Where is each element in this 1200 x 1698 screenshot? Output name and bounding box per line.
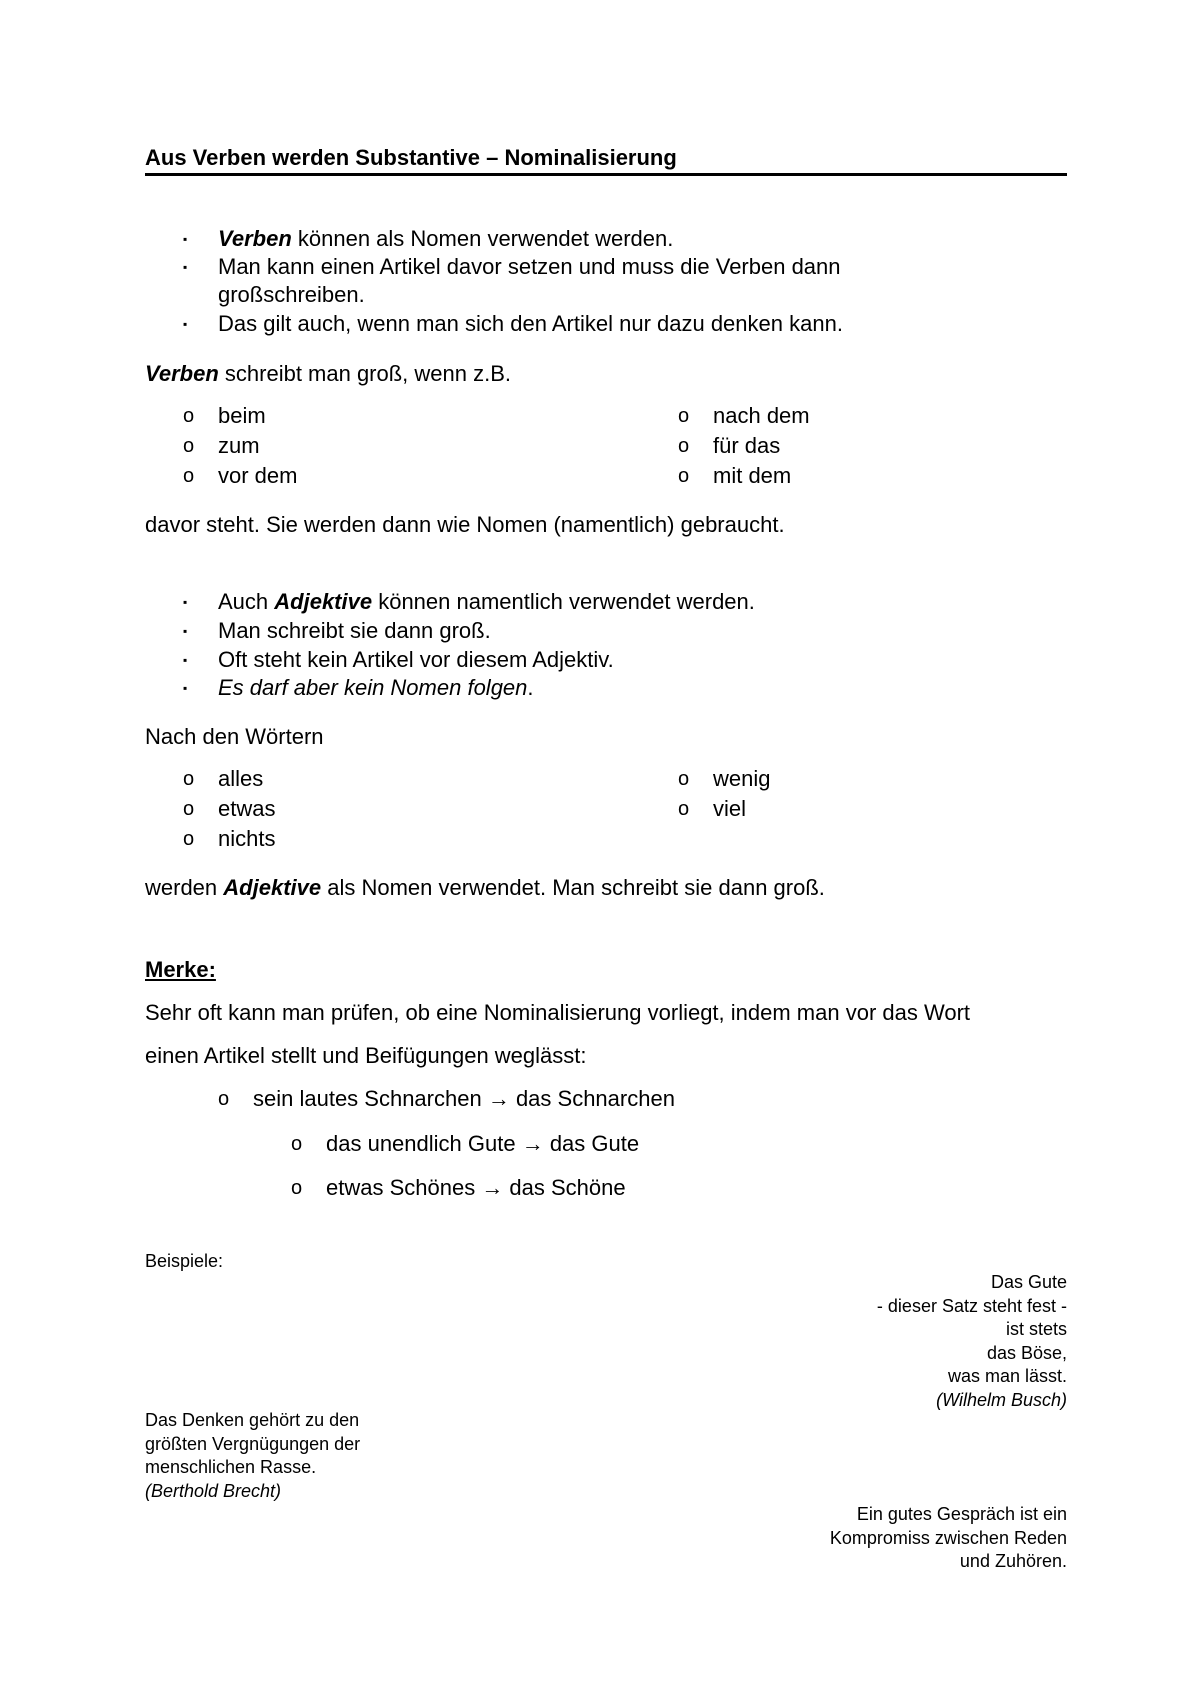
quote-line: und Zuhören. [959, 1551, 1067, 1571]
square-bullet-icon: ▪ [183, 653, 188, 667]
list-item: Es darf aber kein Nomen folgen. [218, 675, 534, 700]
list-item: für das [713, 433, 781, 458]
list-item: nichts [218, 826, 276, 851]
list-item: Man schreibt sie dann groß. [218, 618, 491, 643]
circle-bullet-icon: o [291, 1133, 303, 1155]
quote-author: (Wilhelm Busch) [936, 1389, 1067, 1410]
quote-gespraech [667, 1503, 1067, 1574]
circle-bullet-icon: o [183, 798, 195, 820]
quote-line: das Böse, [986, 1342, 1067, 1363]
merke-example: das unendlich Gute → das Gute [326, 1131, 640, 1156]
square-bullet-icon: ▪ [183, 681, 188, 695]
circle-bullet-icon: o [678, 465, 690, 487]
paragraph-intro-verben: Verben schreibt man groß, wenn z.B. [145, 361, 512, 386]
list-item: Auch Adjektive können namentlich verwendet werden. [218, 589, 755, 614]
arrow-right-icon: → [487, 1086, 510, 1111]
beispiele-label: Beispiele: [145, 1251, 224, 1271]
paragraph-after-adjektive: werden Adjektive als Nomen verwendet. Man schreibt sie dann groß. [145, 875, 825, 900]
paragraph-intro-woerter: Nach den Wörtern [145, 724, 324, 749]
circle-bullet-icon: o [183, 405, 195, 427]
square-bullet-icon: ▪ [183, 317, 188, 331]
circle-bullet-icon: o [183, 465, 195, 487]
quote-line: Das Denken gehört zu den [145, 1410, 360, 1430]
circle-bullet-icon: o [183, 435, 195, 457]
merke-example: sein lautes Schnarchen → das Schnarchen [253, 1086, 675, 1111]
list-item-continuation: großschreiben. [218, 282, 365, 307]
quote-line: - dieser Satz steht fest - [876, 1295, 1067, 1316]
quote-line: Das Gute [990, 1272, 1067, 1292]
paragraph-after-verben: davor steht. Sie werden dann wie Nomen (namentlich) gebraucht. [145, 512, 785, 537]
list-item: Oft steht kein Artikel vor diesem Adjektiv. [218, 647, 614, 672]
merke-example: etwas Schönes → das Schöne [326, 1175, 626, 1200]
circle-bullet-icon: o [183, 828, 195, 850]
quote-busch [667, 1271, 1067, 1412]
square-bullet-icon: ▪ [183, 595, 188, 609]
merke-text-line-1: Sehr oft kann man prüfen, ob eine Nominalisierung vorliegt, indem man vor das Wort [145, 1000, 971, 1025]
quote-line: menschlichen Rasse. [145, 1457, 317, 1477]
arrow-right-icon: → [521, 1131, 544, 1156]
circle-bullet-icon: o [678, 798, 690, 820]
page-title: Aus Verben werden Substantive – Nominalisierung [145, 144, 1067, 176]
emphasis-verben: Verben [218, 226, 292, 251]
circle-bullet-icon: o [183, 768, 195, 790]
circle-bullet-icon: o [291, 1177, 303, 1199]
circle-bullet-icon: o [678, 768, 690, 790]
quote-line: Kompromiss zwischen Reden [829, 1527, 1067, 1548]
list-item: Man kann einen Artikel davor setzen und muss die Verben dann [218, 254, 841, 279]
list-item: beim [218, 403, 266, 428]
list-item: wenig [713, 766, 771, 791]
merke-text-line-2: einen Artikel stellt und Beifügungen weglässt: [145, 1043, 587, 1068]
quote-brecht [145, 1409, 360, 1503]
quote-line: größten Vergnügungen der [145, 1433, 361, 1454]
quote-line: was man lässt. [947, 1366, 1067, 1386]
quote-author: (Berthold Brecht) [145, 1480, 282, 1501]
circle-bullet-icon: o [218, 1088, 230, 1110]
merke-heading: Merke: [145, 957, 216, 982]
list-item: mit dem [713, 463, 792, 488]
square-bullet-icon: ▪ [183, 624, 188, 638]
list-item: alles [218, 766, 264, 791]
list-item: zum [218, 433, 260, 458]
list-item: nach dem [713, 403, 810, 428]
quote-line: Ein gutes Gespräch ist ein [856, 1504, 1067, 1524]
square-bullet-icon: ▪ [183, 232, 188, 246]
square-bullet-icon: ▪ [183, 260, 188, 274]
list-item: vor dem [218, 463, 298, 488]
circle-bullet-icon: o [678, 435, 690, 457]
emphasis-adjektive: Adjektive [274, 589, 373, 614]
circle-bullet-icon: o [678, 405, 690, 427]
quote-line: ist stets [1005, 1319, 1067, 1339]
list-item: viel [713, 796, 747, 821]
list-item: etwas [218, 796, 276, 821]
list-item: Das gilt auch, wenn man sich den Artikel nur dazu denken kann. [218, 311, 843, 336]
arrow-right-icon: → [481, 1175, 504, 1200]
list-item: Verben können als Nomen verwendet werden. [218, 226, 674, 251]
